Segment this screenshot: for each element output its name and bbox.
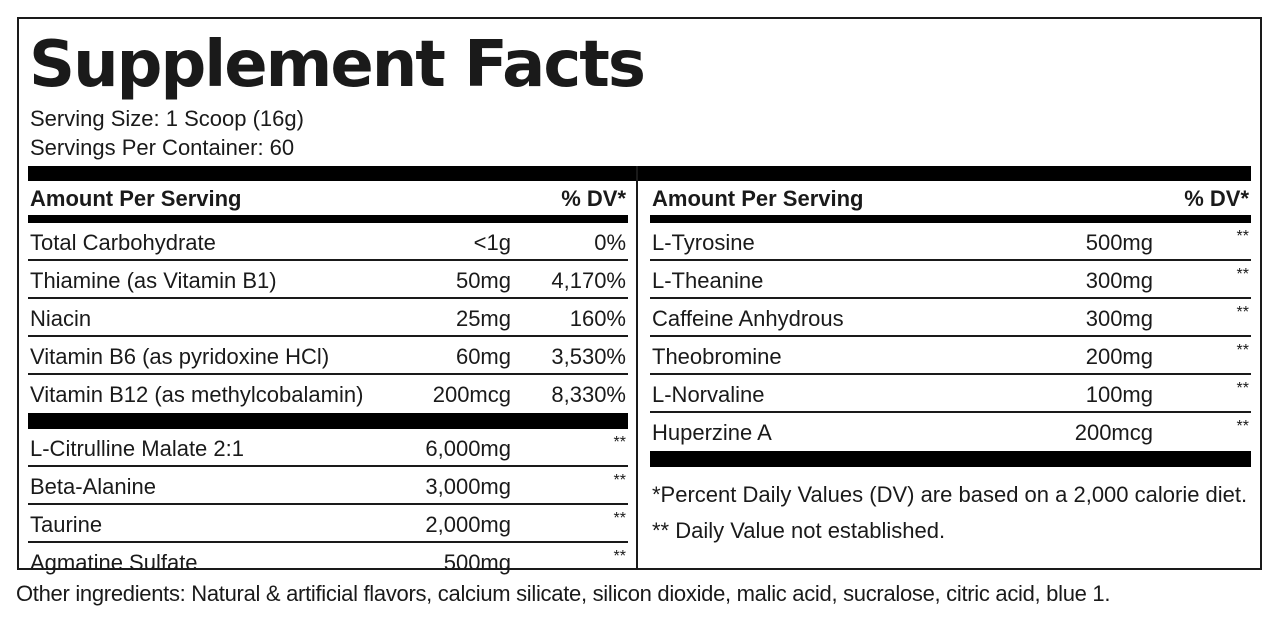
ingredient-amount: 300mg <box>1085 306 1153 331</box>
table-row <box>28 261 628 299</box>
table-row <box>28 299 628 337</box>
nutrient-amount: 50mg <box>455 268 511 293</box>
ingredient-dv: ** <box>613 548 626 565</box>
left-table <box>28 181 628 581</box>
nutrient-name: Thiamine (as Vitamin B1) <box>30 268 277 293</box>
ingredient-name: L-Theanine <box>652 268 764 293</box>
right-table <box>650 181 1251 549</box>
ingredient-dv: ** <box>1236 380 1249 397</box>
nutrient-amount: <1g <box>473 230 511 255</box>
table-row <box>28 467 628 505</box>
ingredient-name: Huperzine A <box>652 420 772 445</box>
ingredient-amount: 2,000mg <box>425 512 511 537</box>
ingredient-dv: ** <box>613 434 626 451</box>
ingredient-name: Theobromine <box>652 344 782 369</box>
table-row <box>650 261 1251 299</box>
table-row <box>650 337 1251 375</box>
table-row <box>28 223 628 261</box>
ingredient-amount: 6,000mg <box>425 436 511 461</box>
nutrient-amount: 25mg <box>455 306 511 331</box>
ingredient-amount: 200mg <box>1085 344 1153 369</box>
table-row <box>650 223 1251 261</box>
table-row <box>28 337 628 375</box>
ingredient-dv: ** <box>1236 266 1249 283</box>
table-row <box>650 299 1251 337</box>
nutrient-dv: 160% <box>569 306 626 331</box>
ingredient-dv: ** <box>1236 228 1249 245</box>
table-row <box>650 375 1251 413</box>
right-table-header <box>650 181 1251 215</box>
ingredient-name: Beta-Alanine <box>30 474 156 499</box>
ingredient-dv: ** <box>1236 418 1249 435</box>
ingredient-amount: 500mg <box>1085 230 1153 255</box>
nutrient-amount: 60mg <box>455 344 511 369</box>
ingredient-dv: ** <box>1236 304 1249 321</box>
left-header-amount-label: Amount Per Serving <box>30 186 242 211</box>
nutrient-dv: 3,530% <box>551 344 626 369</box>
ingredient-name: L-Tyrosine <box>652 230 755 255</box>
supplement-facts-panel <box>17 17 1262 575</box>
nutrient-dv: 8,330% <box>551 382 626 407</box>
ingredient-dv: ** <box>613 510 626 527</box>
right-header-dv-label: % DV* <box>1184 186 1249 211</box>
ingredient-amount: 500mg <box>443 550 511 575</box>
left-header-rule <box>28 215 628 223</box>
ingredient-amount: 200mcg <box>1074 420 1153 445</box>
ingredient-name: Agmatine Sulfate <box>30 550 198 575</box>
nutrient-name: Niacin <box>30 306 92 331</box>
nutrient-amount: 200mcg <box>432 382 511 407</box>
table-row <box>28 505 628 543</box>
left-table-header <box>28 181 628 215</box>
servings-per-container: Servings Per Container: 60 <box>30 135 295 160</box>
serving-size: Serving Size: 1 Scoop (16g) <box>30 106 304 131</box>
footnotes <box>650 467 1251 549</box>
ingredient-name: Caffeine Anhydrous <box>652 306 844 331</box>
column-divider <box>636 166 638 570</box>
other-ingredients: Other ingredients: Natural & artificial flavors, calcium silicate, silicon dioxide, malic acid, sucralose, citric acid, blue 1. <box>16 581 1111 606</box>
nutrient-name: Total Carbohydrate <box>30 230 216 255</box>
nutrient-name: Vitamin B6 (as pyridoxine HCl) <box>30 344 330 369</box>
top-thick-rule <box>28 166 1251 181</box>
panel-title: Supplement Facts <box>29 28 644 102</box>
ingredient-amount: 100mg <box>1085 382 1153 407</box>
nutrient-dv: 4,170% <box>551 268 626 293</box>
left-header-dv-label: % DV* <box>561 186 626 211</box>
nutrient-dv: 0% <box>594 230 626 255</box>
ingredient-name: L-Citrulline Malate 2:1 <box>30 436 244 461</box>
footnote-not-established: ** Daily Value not established. <box>652 518 946 543</box>
table-row <box>28 429 628 467</box>
table-row <box>28 375 628 413</box>
nutrient-name: Vitamin B12 (as methylcobalamin) <box>30 382 364 407</box>
table-row <box>28 543 628 581</box>
ingredient-amount: 3,000mg <box>425 474 511 499</box>
table-row <box>650 413 1251 451</box>
section-rule <box>650 451 1251 467</box>
footnote-dv: *Percent Daily Values (DV) are based on a 2,000 calorie diet. <box>652 482 1248 507</box>
ingredient-dv: ** <box>1236 342 1249 359</box>
right-header-rule <box>650 215 1251 223</box>
ingredient-name: Taurine <box>30 512 103 537</box>
right-header-amount-label: Amount Per Serving <box>652 186 864 211</box>
ingredient-name: L-Norvaline <box>652 382 765 407</box>
ingredient-dv: ** <box>613 472 626 489</box>
section-rule <box>28 413 628 429</box>
ingredient-amount: 300mg <box>1085 268 1153 293</box>
